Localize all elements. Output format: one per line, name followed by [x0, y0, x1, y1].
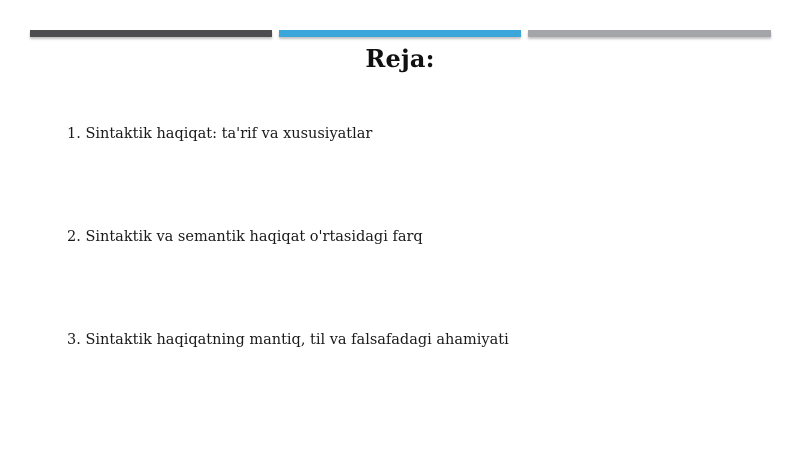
slide-title: Reja:	[365, 44, 435, 73]
plan-item: 3. Sintaktik haqiqatning mantiq, til va falsafadagi ahamiyati	[67, 332, 509, 348]
plan-item: 1. Sintaktik haqiqat: ta'rif va xususiyatlar	[67, 126, 373, 142]
header-bar-dark	[30, 30, 272, 37]
header-bar-blue	[279, 30, 521, 37]
header-color-bars	[0, 30, 800, 38]
header-bar-gray	[528, 30, 771, 37]
plan-item: 2. Sintaktik va semantik haqiqat o'rtasidagi farq	[67, 229, 423, 245]
